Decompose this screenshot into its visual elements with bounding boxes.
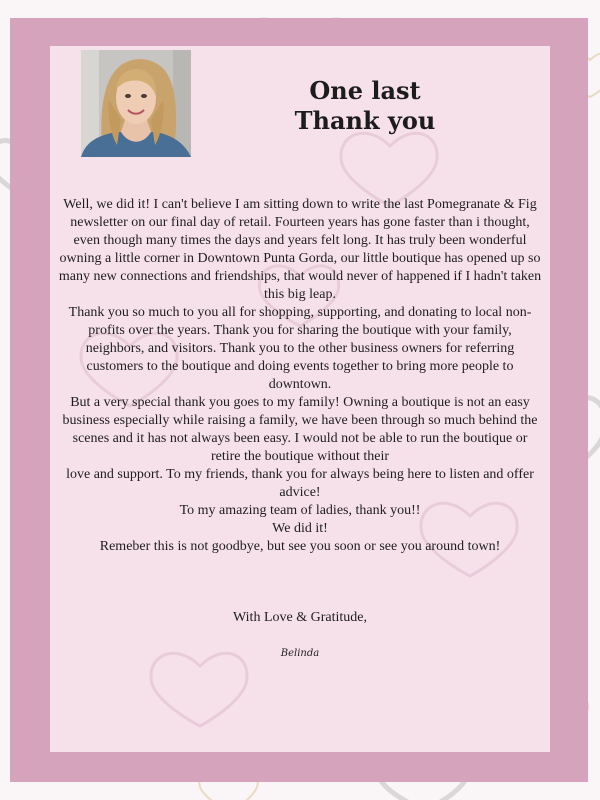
letter-body — [58, 196, 542, 556]
portrait-photo — [81, 50, 191, 157]
title-line-2: Thank you — [294, 106, 436, 135]
signature: Belinda — [280, 648, 320, 659]
paragraph-friends: love and support. To my friends, thank you for always being here to listen and offer advice! — [66, 467, 534, 500]
paragraph-customers: Thank you so much to you all for shopping, supporting, and donating to local non-profits over the years. Thank you for sharing the boutique with your family, neighbors, and visitors. Thank you to the other business owners for referring customers to the boutique and doing events together to bring more people to downtown. — [68, 305, 532, 392]
paragraph-team: To my amazing team of ladies, thank you!! — [179, 503, 421, 518]
paragraph-family: But a very special thank you goes to my family! Owning a boutique is not an easy business especially while raising a family, we have been through so much behind the scenes and it has not always been easy. I would not be able to run the boutique or retire the boutique without their — [62, 395, 538, 464]
paragraph-intro: Well, we did it! I can't believe I am sitting down to write the last Pomegranate & Fig newsletter on our final day of retail. Fourteen years has gone faster than i thought, even though many times the days and years felt long. It has truly been wonderful owning a little corner in Downtown Punta Gorda, our little boutique has opened up so many new connections and friendships, that would never of happened if I hadn't taken this big leap. — [58, 197, 542, 302]
paragraph-see-you-soon: Remeber this is not goodbye, but see you soon or see you around town! — [99, 539, 501, 554]
title-line-1: One last — [309, 76, 421, 105]
closing-line: With Love & Gratitude, — [233, 610, 367, 625]
letter-panel — [50, 46, 550, 752]
page-title — [255, 76, 475, 136]
paragraph-we-did-it: We did it! — [272, 521, 328, 536]
